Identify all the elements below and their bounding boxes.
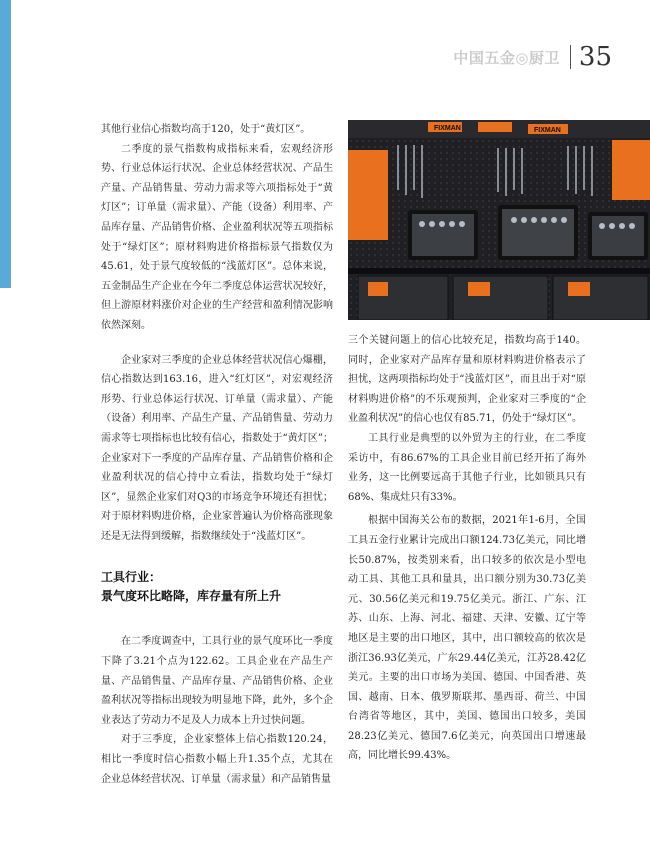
paragraph: 工具行业是典型的以外贸为主的行业，在二季度采访中，有86.67%的工具企业目前已经开拓了海外业务，这一比例要远高于其他子行业，比如锁具只有68%、集成灶只有33%。: [348, 432, 586, 503]
paragraph: 对于三季度，企业家整体上信心指数120.24，相比一季度时信心指数小幅上升1.35个点，尤其在企业总体经营状况、订单量（需求量）和产品销售量: [101, 734, 333, 785]
brand-sign: FIXMAN: [434, 125, 461, 132]
left-column: [101, 120, 333, 789]
section-heading-line-1: 工具行业：: [101, 570, 162, 585]
side-color-bar: [0, 0, 11, 288]
paragraph: 其他行业信心指数均高于120，处于“黄灯区”。: [101, 124, 311, 135]
paragraph: 二季度的景气指数构成指标来看，宏观经济形势、行业总体运行状况、企业总体经营状况、产品生产量、产品销售量、劳动力需求等六项指标处于“黄灯区”；订单量（需求量）、产能（设备）利用率、产品库存量、产品销售价格、企业盈利状况等五项指标处于“绿灯区”；原材料购进价格指标景气指数仅为45.61，处于景气度较低的“浅蓝灯区”。总体来说，五金制品生产企业在今年二季度总体运营状况较好，但上游原材料涨价对企业的生产经营和盈利情况影响依然深刻。: [101, 143, 333, 331]
paragraph: 企业家对三季度的企业总体经营状况信心爆棚，信心指数达到163.16，进入“红灯区”，对宏观经济形势、行业总体运行状况、订单量（需求量）、产能（设备）利用率、产品生产量、产品销售量、劳动力需求等七项指标也比较有信心，指数处于“黄灯区”；企业家对下一季度的产品库存量、产品销售价格和企业盈利状况的信心持中立看法，指数均处于“绿灯区”，显然企业家们对Q3的市场竞争环境还有担忧；对于原材料购进价格，企业家普遍认为价格高涨现象还是无法得到缓解，指数继续处于“浅蓝灯区”。: [101, 354, 333, 542]
brand-sign: FIXMAN: [534, 127, 561, 134]
toolbox-icon: [408, 205, 648, 260]
section-heading-line-2: 景气度环比略降，库存量有所上升: [101, 589, 282, 604]
right-column: [348, 331, 586, 766]
magazine-brand: 中国五金◎厨卫: [453, 48, 560, 67]
section-heading: [101, 568, 333, 606]
header-divider: [570, 45, 571, 69]
page-number: 35: [578, 42, 612, 72]
paragraph: 三个关键问题上的信心比较充足，指数均高于140。同时，企业家对产品库存量和原材料购进价格表示了担忧，这两项指标均处于“浅蓝灯区”，而且出于对“原材料购进价格”的不乐观预判，企业家对三季度的“企业盈利状况”的信心也仅有85.71，仍处于“绿灯区”。: [348, 335, 586, 425]
page-header: [453, 44, 612, 70]
paragraph: 在二季度调查中，工具行业的景气度环比一季度下降了3.21个点为122.62。工具企业在产品生产量、产品销售量、产品库存量、产品销售价格、企业盈利状况等指标出现较为明显地下降，此外，多个企业表达了劳动力不足及人力成本上升过快问题。: [101, 636, 333, 726]
tool-display-photo: [348, 120, 650, 320]
paragraph: 根据中国海关公布的数据，2021年1-6月，全国工具五金行业累计完成出口额124.73亿美元，同比增长50.87%，按类别来看，出口较多的依次是小型电动工具、其他工具和量具，出口额分别为30.73亿美元、30.56亿美元和19.75亿美元。浙江、广东、江苏、山东、上海、河北、福建、天津、安徽、辽宁等地区是主要的出口地区，其中，出口额较高的依次是浙江36.93亿美元，广东29.44亿美元，江苏28.42亿美元。主要的出口市场为美国、德国、中国香港、英国、越南、日本、俄罗斯联邦、墨西哥、荷兰、中国台湾省等地区，其中，美国、德国出口较多，美国28.23亿美元、德国7.6亿美元，向英国出口增速最高，同比增长99.43%。: [348, 515, 586, 762]
